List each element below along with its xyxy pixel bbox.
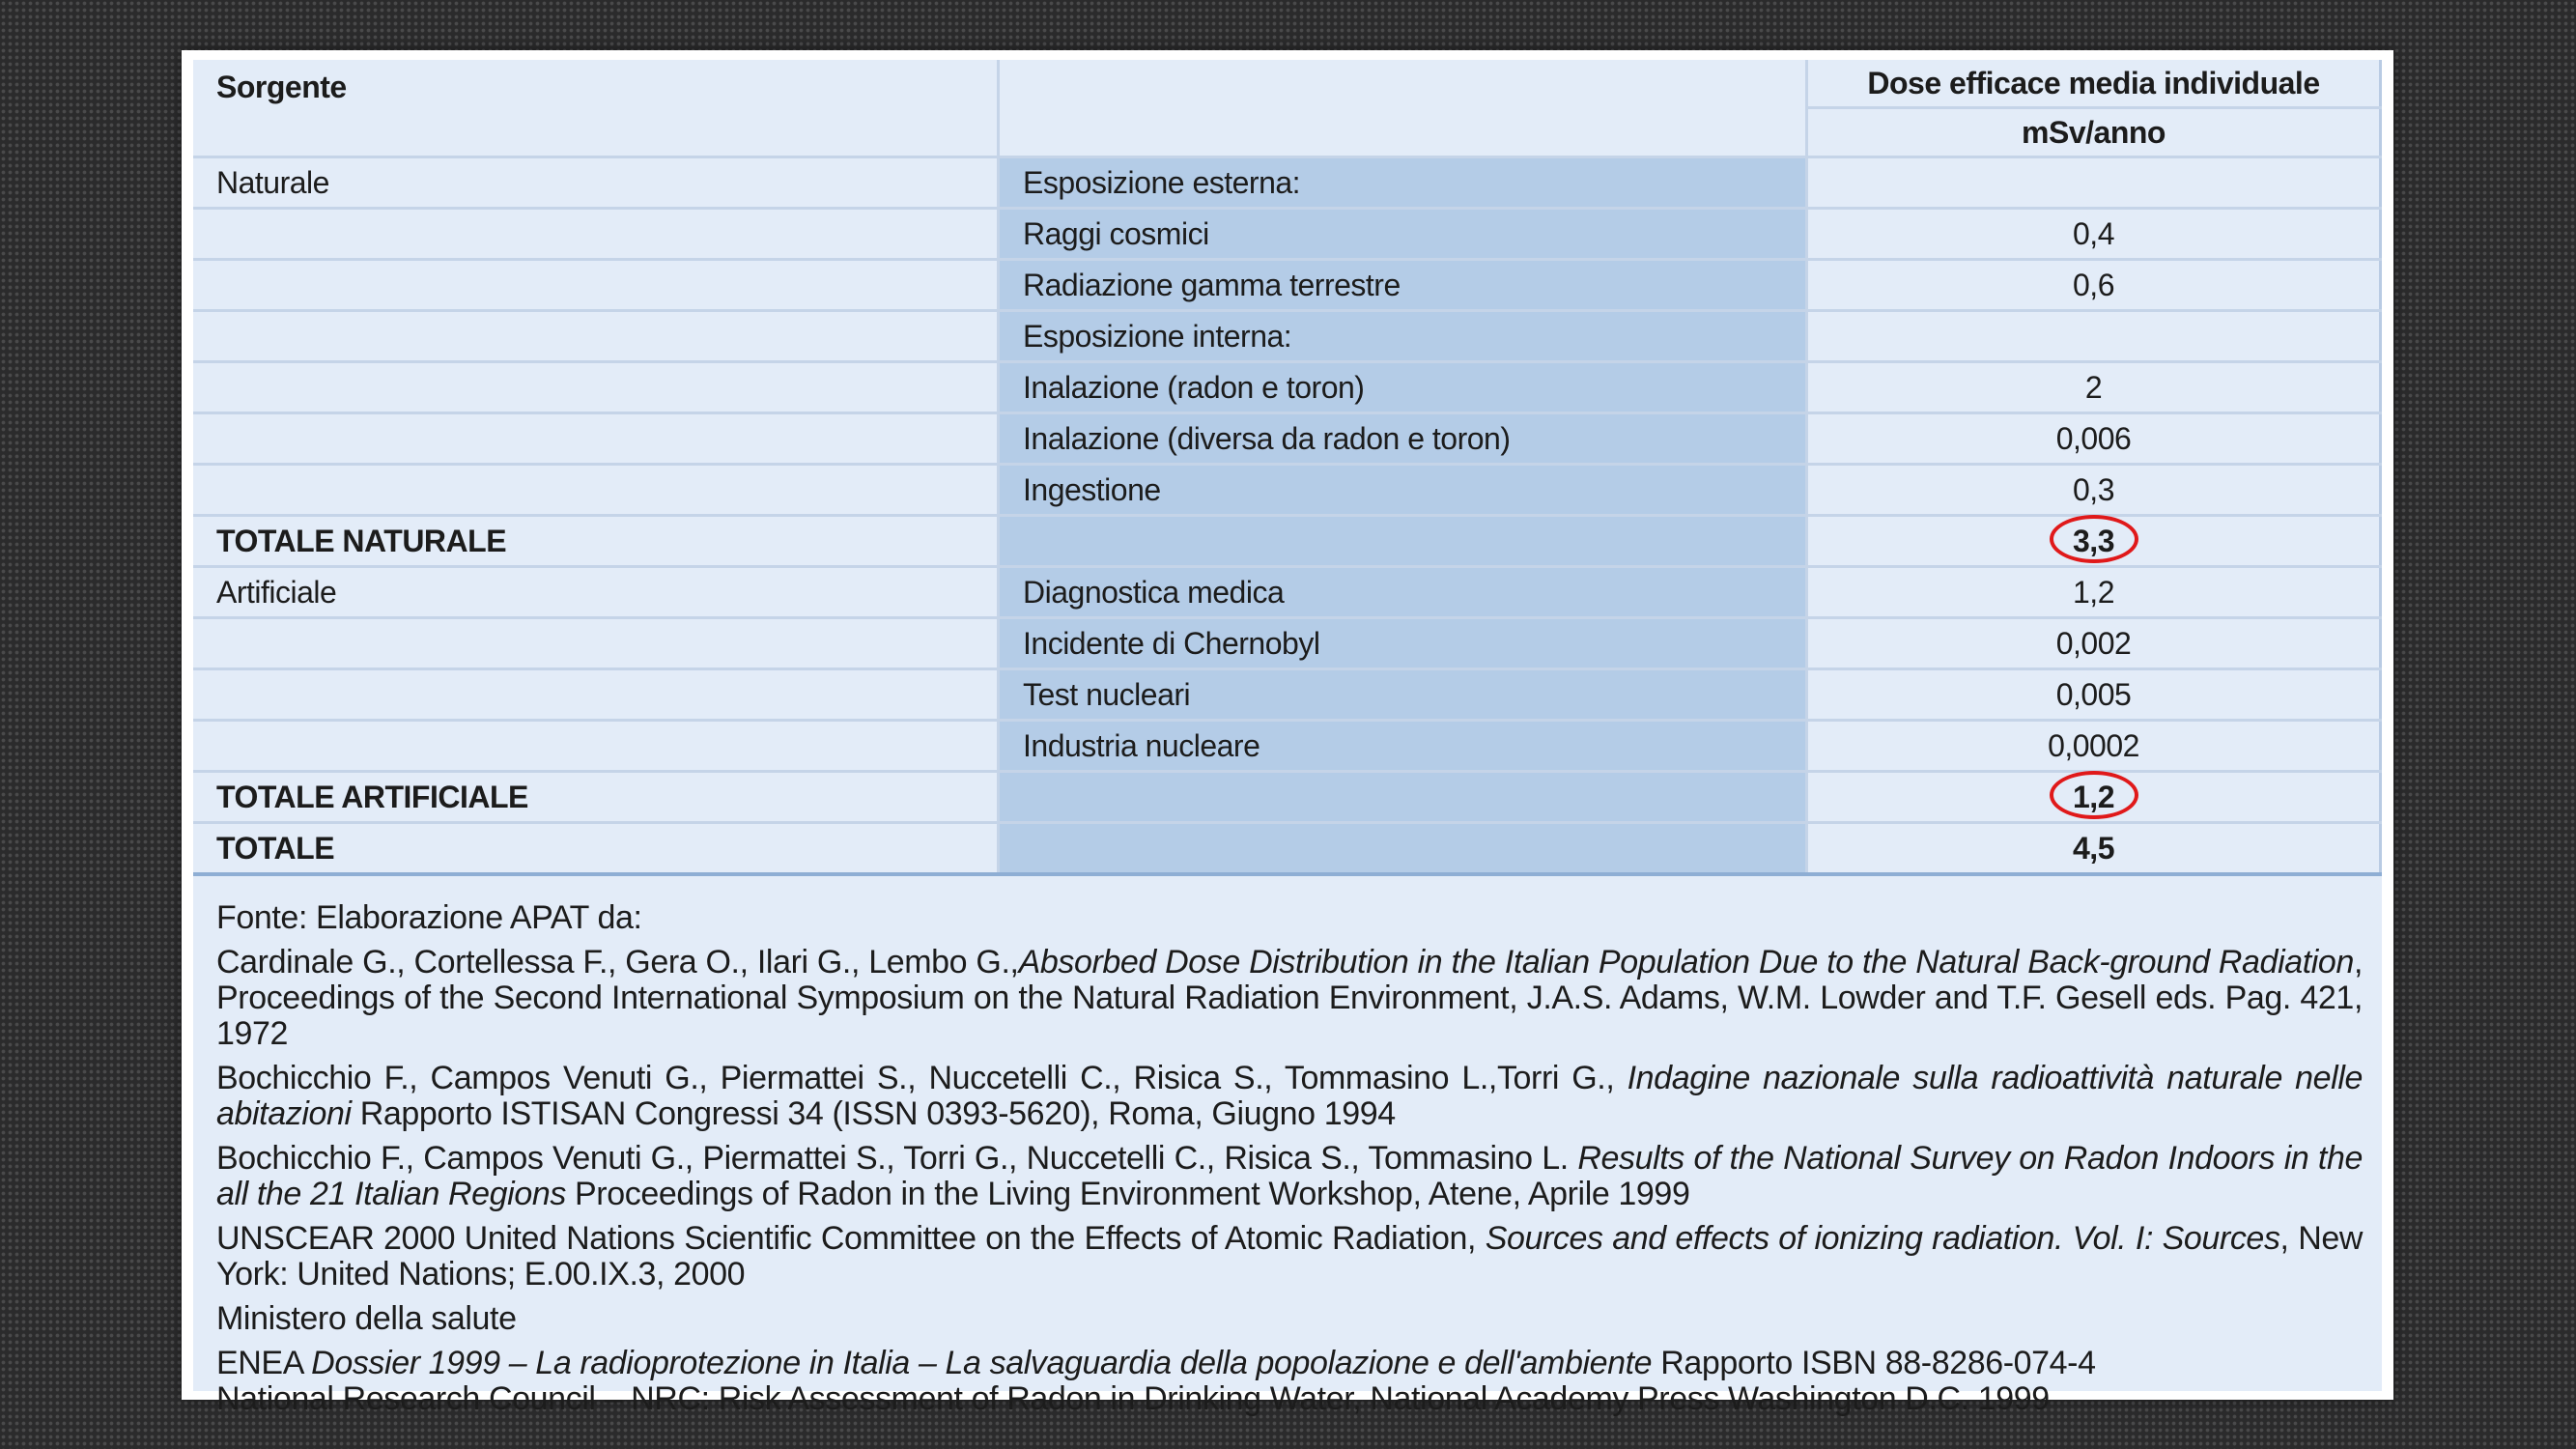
row-source bbox=[193, 260, 999, 311]
header-unit: mSv/anno bbox=[1807, 108, 2381, 157]
row-source: TOTALE ARTIFICIALE bbox=[193, 772, 999, 823]
row-item: Radiazione gamma terrestre bbox=[999, 260, 1807, 311]
row-item: Inalazione (diversa da radon e toron) bbox=[999, 413, 1807, 465]
table-row bbox=[193, 721, 2381, 772]
row-value-cell bbox=[1807, 413, 2381, 465]
row-value-cell bbox=[1807, 311, 2381, 362]
row-value: 0,0002 bbox=[2048, 727, 2139, 763]
row-item: Ingestione bbox=[999, 465, 1807, 516]
row-source bbox=[193, 413, 999, 465]
header-empty bbox=[999, 60, 1807, 157]
row-source: Artificiale bbox=[193, 567, 999, 618]
row-source: TOTALE NATURALE bbox=[193, 516, 999, 567]
row-source bbox=[193, 362, 999, 413]
table-row bbox=[193, 311, 2381, 362]
row-source bbox=[193, 721, 999, 772]
table-row bbox=[193, 567, 2381, 618]
enea-reference: ENEA Dossier 1999 – La radioprotezione in Italia – La salvaguardia della popolazione e dell'ambiente Rapporto ISBN 88-8286-074-4 bbox=[216, 1345, 2096, 1381]
table-header-row bbox=[193, 60, 2381, 108]
row-value-cell bbox=[1807, 772, 2381, 823]
reference-item: Bochicchio F., Campos Venuti G., Piermattei S., Nuccetelli C., Risica S., Tommasino L.,Torri G., Indagine nazionale sulla radioattività naturale nelle abitazioni Rapporto ISTISAN Congressi 34 (ISSN 0393-5620), Roma, Giugno 1994 bbox=[216, 1060, 2363, 1132]
row-item: Incidente di Chernobyl bbox=[999, 618, 1807, 669]
row-value-cell bbox=[1807, 516, 2381, 567]
row-source: TOTALE bbox=[193, 823, 999, 875]
table-row bbox=[193, 260, 2381, 311]
table-row bbox=[193, 465, 2381, 516]
table-row bbox=[193, 618, 2381, 669]
row-value: 1,2 bbox=[2073, 779, 2114, 814]
row-item: Inalazione (radon e toron) bbox=[999, 362, 1807, 413]
sources-intro: Fonte: Elaborazione APAT da: bbox=[216, 899, 642, 936]
row-value: 0,6 bbox=[2073, 267, 2114, 302]
highlight-circle bbox=[2050, 515, 2138, 563]
table-row bbox=[193, 413, 2381, 465]
row-item: Raggi cosmici bbox=[999, 209, 1807, 260]
table-row bbox=[193, 516, 2381, 567]
row-value-cell bbox=[1807, 157, 2381, 209]
row-item bbox=[999, 823, 1807, 875]
row-item bbox=[999, 772, 1807, 823]
row-value-cell bbox=[1807, 721, 2381, 772]
row-value: 3,3 bbox=[2073, 523, 2114, 558]
row-value: 2 bbox=[2084, 369, 2103, 405]
reference-item: Bochicchio F., Campos Venuti G., Piermattei S., Torri G., Nuccetelli C., Risica S., Tommasino L. Results of the National Survey on Radon Indoors in the all the 21 Italian Regions Proceedings of Radon in the Living Environment Workshop, Atene, Aprile 1999 bbox=[216, 1140, 2363, 1212]
row-value-cell bbox=[1807, 465, 2381, 516]
row-value: 4,5 bbox=[2073, 830, 2114, 866]
row-value-cell bbox=[1807, 260, 2381, 311]
highlight-circle bbox=[2050, 771, 2138, 819]
table-row bbox=[193, 772, 2381, 823]
row-value: 0,002 bbox=[2055, 625, 2132, 661]
row-item: Esposizione interna: bbox=[999, 311, 1807, 362]
row-value-cell bbox=[1807, 669, 2381, 721]
row-item: Diagnostica medica bbox=[999, 567, 1807, 618]
row-value: 1,2 bbox=[2073, 574, 2114, 610]
table-row bbox=[193, 362, 2381, 413]
row-value: 0,3 bbox=[2073, 471, 2114, 507]
table-row bbox=[193, 669, 2381, 721]
reference-item: Cardinale G., Cortellessa F., Gera O., Ilari G., Lembo G.,Absorbed Dose Distribution in the Italian Population Due to the Natural Back-ground Radiation, Proceedings of the Second International Symposium on the Natural Radiation Environment, J.A.S. Adams, W.M. Lowder and T.F. Gesell eds. Pag. 421, 1972 bbox=[216, 944, 2363, 1052]
row-item bbox=[999, 516, 1807, 567]
ministry-line: Ministero della salute bbox=[216, 1300, 517, 1337]
row-source bbox=[193, 618, 999, 669]
reference-item: UNSCEAR 2000 United Nations Scientific Committee on the Effects of Atomic Radiation, Sources and effects of ionizing radiation. Vol. I: Sources, New York: United Nations; E.00.IX.3, 2000 bbox=[216, 1220, 2364, 1293]
row-value-cell bbox=[1807, 567, 2381, 618]
document-body bbox=[193, 60, 2382, 1417]
row-value: 0,4 bbox=[2073, 215, 2114, 251]
row-source bbox=[193, 209, 999, 260]
document-card bbox=[182, 50, 2393, 1417]
sources-section bbox=[216, 900, 2363, 1426]
header-source: Sorgente bbox=[193, 60, 999, 157]
row-value: 0,006 bbox=[2055, 420, 2132, 456]
row-item: Industria nucleare bbox=[999, 721, 1807, 772]
row-item: Test nucleari bbox=[999, 669, 1807, 721]
table-row bbox=[193, 209, 2381, 260]
row-value: 0,005 bbox=[2055, 676, 2132, 712]
row-value-cell bbox=[1807, 823, 2381, 875]
nrc-reference: National Research Council – NRC: Risk Assessment of Radon in Drinking Water, National Academy Press Washington D.C. 1999 bbox=[216, 1380, 2050, 1417]
row-item: Esposizione esterna: bbox=[999, 157, 1807, 209]
table-row bbox=[193, 157, 2381, 209]
header-dose: Dose efficace media individuale bbox=[1807, 60, 2381, 108]
dose-table bbox=[193, 60, 2382, 876]
table-row bbox=[193, 823, 2381, 875]
row-source bbox=[193, 465, 999, 516]
row-value-cell bbox=[1807, 362, 2381, 413]
row-source bbox=[193, 669, 999, 721]
row-value-cell bbox=[1807, 618, 2381, 669]
references-list bbox=[216, 945, 2363, 1293]
row-value-cell bbox=[1807, 209, 2381, 260]
row-source bbox=[193, 311, 999, 362]
row-source: Naturale bbox=[193, 157, 999, 209]
